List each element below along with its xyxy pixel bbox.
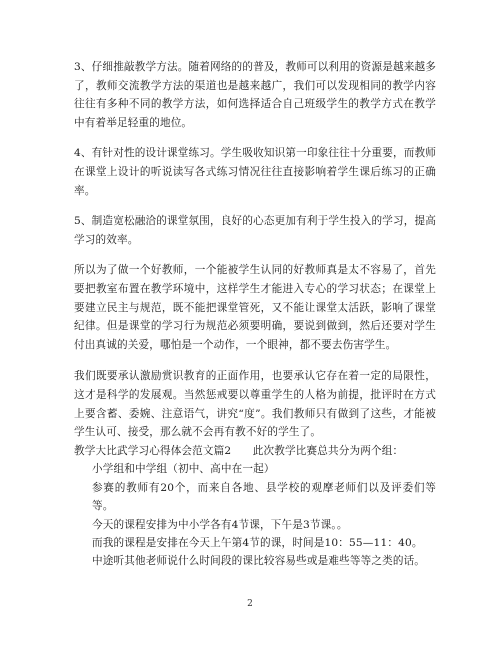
paragraph-essay-2-intro: 教学大比武学习心得体会范文篇2 此次教学比赛总共分为两个组： [74,444,404,457]
paragraph-atmosphere: 5、制造宽松融洽的课堂氛围，良好的心态更加有利于学生投入的学习，提高学习的效率。 [74,215,436,246]
indented-line: 而我的课程是安排在今天上午第4节的课，时间是10：55—11：40。 [92,536,423,549]
indented-line: 小学组和中学组（初中、高中在一起） [92,463,275,476]
paragraph-encouragement: 我们既要承认激励赏识教育的正面作用，也要承认它存在着一定的局限性，这才是科学的发展观。当然惩戒要以尊重学生的人格为前提，批评时在方式上要含蓄、委婉、注意语气，讲究“度”。我们教师只有做到了这些，才能被学生认可、接受，那么就不会再有教不好的学生了。 [74,370,436,439]
indented-lines [92,460,436,570]
paragraph-good-teacher: 所以为了做一个好教师，一个能被学生认同的好教师真是太不容易了，首先要把教室布置在教学环境中，这样学生才能进入专心的学习状态；在课堂上要建立民主与规范，既不能把课堂管死，又不能让课堂太活跃，影响了课堂纪律。但是课堂的学习行为规范必须要明确，要说到做到，然后还要对学生付出真诚的关爱，哪怕是一个动作，一个眼神，都不要去伤害学生。 [74,264,436,351]
paragraph-method: 3、仔细推敲教学方法。随着网络的的普及，教师可以利用的资源是越来越多了，教师交流教学方法的渠道也是越来越广，我们可以发现相同的教学内容往往有多种不同的教学方法，如何选择适合自己班级学生的教学方式在教学中有着举足轻重的地位。 [74,61,436,129]
indented-line: 中途听其他老师说什么时间段的课比较容易些或是难些等等之类的话。 [92,555,426,568]
indented-line: 参赛的教师有20个，而来自各地、县学校的观摩老师们以及评委们等等。 [92,481,436,513]
document-body [74,58,436,571]
page-number: 2 [247,599,253,609]
indented-line: 今天的课程安排为中小学各有4节课，下午是3节课。。 [92,518,348,531]
paragraph-exercise: 4、有针对性的设计课堂练习。学生吸收知识第一印象往往十分重要，而教师在课堂上设计的听说读写各式练习情况往往直接影响着学生课后练习的正确率。 [74,147,436,197]
